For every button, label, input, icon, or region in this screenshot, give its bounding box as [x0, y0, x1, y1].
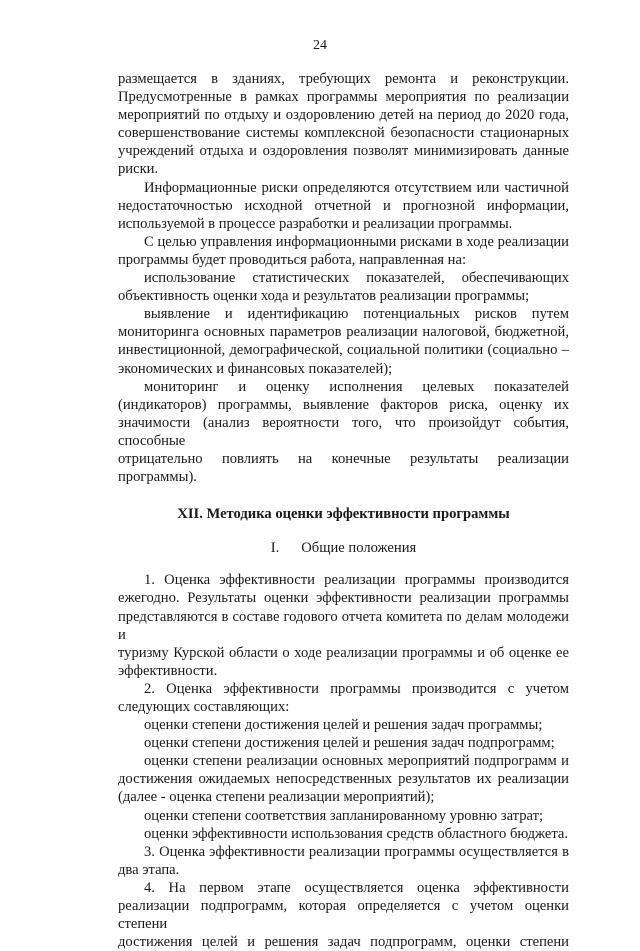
- text-line: представляются в составе годового отчета комитета по делам молодежи и: [118, 608, 569, 643]
- text-line: мероприятий по отдыху и оздоровлению детей на период до 2020 года,: [118, 107, 569, 124]
- subsection-number: I.: [270, 540, 280, 557]
- text-line: экономических и финансовых показателей);: [118, 360, 393, 377]
- section-title: XII. Методика оценки эффективности программы: [177, 506, 510, 523]
- text-line: 1. Оценка эффективности реализации программы производится: [144, 572, 569, 589]
- text-line: достижения целей и решения задач подпрограмм, оценки степени: [118, 934, 569, 951]
- list-item: оценки степени достижения целей и решения задач подпрограмм;: [144, 735, 555, 752]
- text-line: мониторинга основных параметров реализации налоговой, бюджетной,: [118, 324, 569, 341]
- list-item: оценки степени достижения целей и решения задач программы;: [144, 717, 543, 734]
- text-line: реализации подпрограмм, которая определяется с учетом оценки степени: [118, 898, 569, 933]
- text-line: С целью управления информационными рисками в ходе реализации: [144, 233, 569, 250]
- text-line: эффективности.: [118, 662, 218, 679]
- text-line: используемой в процессе разработки и реализации программы.: [118, 215, 513, 232]
- text-line: туризму Курской области о ходе реализации программы и об оценке ее: [118, 644, 569, 661]
- subsection-heading: [118, 539, 569, 557]
- text-line: Информационные риски определяются отсутствием или частичной: [144, 179, 569, 196]
- spacer: [118, 557, 569, 571]
- text-line: 3. Оценка эффективности реализации программы осуществляется в: [144, 843, 569, 860]
- page-content: [118, 70, 569, 951]
- text-line: учреждений отдыха и оздоровления позволят минимизировать данные: [118, 143, 569, 160]
- page-number: 24: [313, 38, 327, 53]
- list-item: оценки степени реализации основных мероприятий подпрограмм и: [144, 753, 569, 770]
- text-line: выявление и идентификацию потенциальных рисков путем: [144, 306, 569, 323]
- text-line: инвестиционной, демографической, социальной политики (социально –: [118, 342, 569, 359]
- text-line: достижения ожидаемых непосредственных результатов их реализации: [118, 771, 569, 788]
- list-item: оценки эффективности использования средств областного бюджета.: [144, 825, 569, 842]
- text-line: 4. На первом этапе осуществляется оценка эффективности: [144, 879, 569, 896]
- text-line: следующих составляющих:: [118, 699, 290, 715]
- text-line: Предусмотренные в рамках программы мероприятия по реализации: [118, 89, 569, 106]
- text-line: риски.: [118, 161, 159, 178]
- text-line: совершенствование системы комплексной безопасности стационарных: [118, 125, 569, 142]
- text-line: мониторинг и оценку исполнения целевых показателей: [144, 378, 569, 395]
- text-line: отрицательно повлиять на конечные результаты реализации программы).: [118, 450, 569, 486]
- text-line: два этапа.: [118, 861, 180, 878]
- text-line: (далее - оценка степени реализации мероприятий);: [118, 789, 435, 806]
- text-line: (индикаторов) программы, выявление факторов риска, оценку их: [118, 396, 569, 413]
- text-line: значимости (анализ вероятности того, что произойдут события, способные: [118, 414, 569, 449]
- text-line: использование статистических показателей, обеспечивающих: [144, 270, 569, 287]
- list-item: оценки степени соответствия запланированному уровню затрат;: [144, 807, 544, 824]
- text-line: размещается в зданиях, требующих ремонта и реконструкции.: [118, 71, 569, 87]
- spacer: [118, 486, 569, 505]
- subsection-title: Общие положения: [301, 540, 417, 557]
- text-line: программы будет проводиться работа, направленная на:: [118, 251, 467, 268]
- text-line: недостаточностью исходной отчетной и прогнозной информации,: [118, 197, 569, 214]
- text-line: объективность оценки хода и результатов реализации программы;: [118, 288, 530, 305]
- spacer: [118, 523, 569, 539]
- text-line: ежегодно. Результаты оценки эффективности реализации программы: [118, 590, 569, 607]
- text-line: 2. Оценка эффективности программы производится с учетом: [144, 680, 569, 697]
